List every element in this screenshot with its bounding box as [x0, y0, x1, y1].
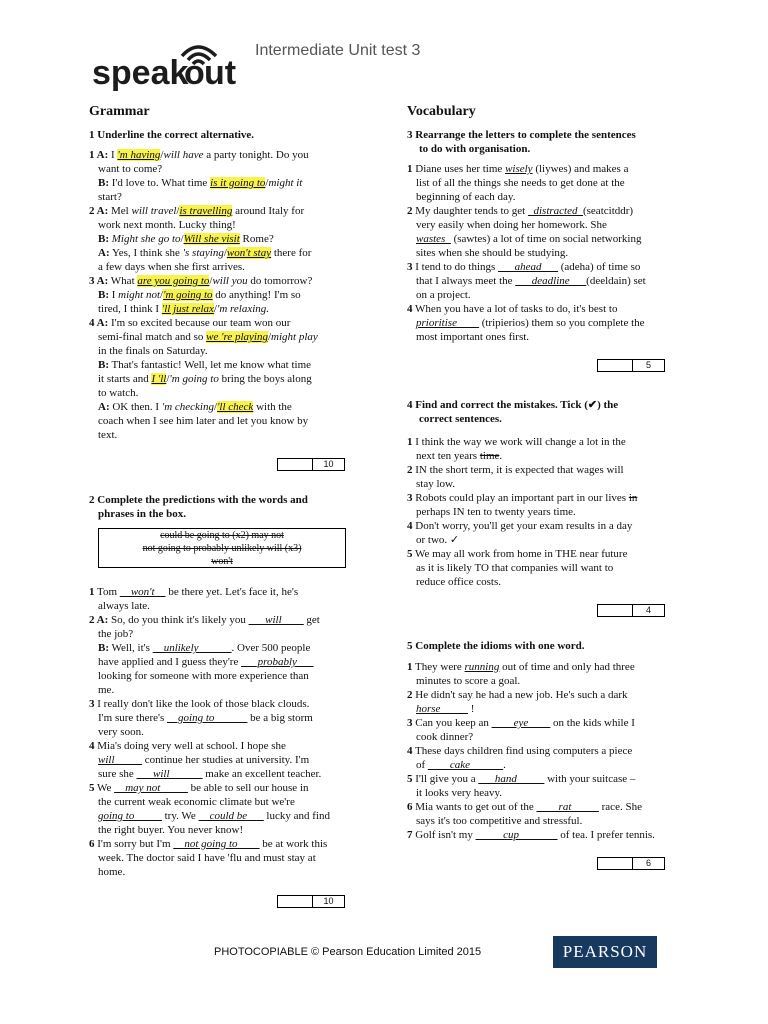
- ex1-items: 1 A: I 'm having/will have a party tonight. Do you want to come? B: I'd love to. What time is it going to/might it start? 2 A: Mel will travel/is travelling around Italy for work next month. Lucky thing! B: Might she go to/Will she visit Rome? A: Yes, I think she 's staying/won't stay there for a few days when she first arrives. 3 A: What are you going to/will you do tomorrow? B: I might not/'m going to do anything! I'm so tired, I think I 'll just relax/'m relaxing. 4 A: I'm so excited because our team won our semi-final match and so we 're playing/might play in the finals on Saturday. B: That's fantastic! Well, let me know what time it starts and I 'll/'m going to bring the boys along to watch. A: OK then. I 'm checking/'ll check with the coach when I see him later and let you know by text.: [89, 149, 318, 441]
- copyright-footer: PHOTOCOPIABLE © Pearson Education Limited 2015: [214, 946, 482, 958]
- ex2-instruction: 2 Complete the predictions with the words and phrases in the box.: [89, 494, 308, 520]
- pearson-logo: PEARSON: [553, 936, 657, 968]
- ex3-score-box: 5: [597, 359, 665, 372]
- ex5-instruction: 5 Complete the idioms with one word.: [407, 640, 585, 652]
- ex5-items: 1 They were running out of time and only had three minutes to score a goal. 2 He didn't say he had a new job. He's such a dark horse_____ ! 3 Can you keep an ____eye____ on the kids while I cook dinner? 4 These days children find using computers a piece of ____cake______. 5 I'll give you a ___hand_____ with your suitcase – it looks very heavy. 6 Mia wants to get out of the ____rat_____ race. She says it's too competitive and stressful. 7 Golf isn't my _____cup_______ of tea. I prefer tennis.: [407, 661, 655, 841]
- ex1-score-box: 10: [277, 458, 345, 471]
- svg-text:speak: speak: [92, 54, 189, 92]
- ex1-instruction: 1 Underline the correct alternative.: [89, 129, 255, 141]
- ex4-items: 1 I think the way we work will change a lot in the next ten years time. 2 IN the short term, it is expected that wages will stay low. 3 Robots could play an important part in our lives in perhaps IN ten to twenty years time. 4 Don't worry, you'll get your exam results in a day or two. ✓ 5 We may all work from home in THE near future as it is likely TO that companies will want to reduce office costs.: [407, 436, 638, 588]
- ex3-instruction: 3 Rearrange the letters to complete the sentences to do with organisation.: [407, 129, 636, 155]
- vocabulary-heading: Vocabulary: [407, 104, 476, 119]
- ex5-score-box: 6: [597, 857, 665, 870]
- word-box: could be going to (x2) may not not going to probably unlikely will (x3) won't: [98, 528, 346, 568]
- ex3-items: 1 Diane uses her time wisely (liywes) and makes a list of all the things she needs to get done at the beginning of each day. 2 My daughter tends to get _distracted_(seatcitddr) very easily when doing her homework. She wastes_ (sawtes) a lot of time on social networking sites when she should be studying. 3 I tend to do things ___ahead___ (adeha) of time so that I always meet the ___deadline___(deeldain) set on a project. 4 When you have a lot of tasks to do, it's best to prioritise____ (tripierios) them so you complete the most important ones first.: [407, 163, 646, 343]
- ex2-items: 1 Tom __won't__ be there yet. Let's face it, he's always late. 2 A: So, do you think it's likely you ___will____ get the job? B: Well, it's __unlikely______. Over 500 people have applied and I guess they're ___probably___ looking for someone with more experience than me. 3 I really don't like the look of those black clouds. I'm sure there's __going to______ be a big storm very soon. 4 Mia's doing very well at school. I hope she will_____ continue her studies at university. I'm sure she ___will______ make an excellent teacher. 5 We __may not_____ be able to sell our house in the current weak economic climate but we're going to_____ try. We __could be___ lucky and find the right buyer. You never know! 6 I'm sorry but I'm __not going to____ be at work this week. The doctor said I have 'flu and must stay at home.: [89, 586, 330, 878]
- ex2-score-box: 10: [277, 895, 345, 908]
- svg-text:ut: ut: [204, 54, 237, 92]
- page-title: Intermediate Unit test 3: [255, 42, 421, 59]
- ex4-score-box: 4: [597, 604, 665, 617]
- speakout-logo: [92, 44, 252, 96]
- ex4-instruction: 4 Find and correct the mistakes. Tick (✔) the correct sentences.: [407, 399, 619, 425]
- grammar-heading: Grammar: [89, 104, 150, 119]
- svg-text:o: o: [184, 54, 205, 92]
